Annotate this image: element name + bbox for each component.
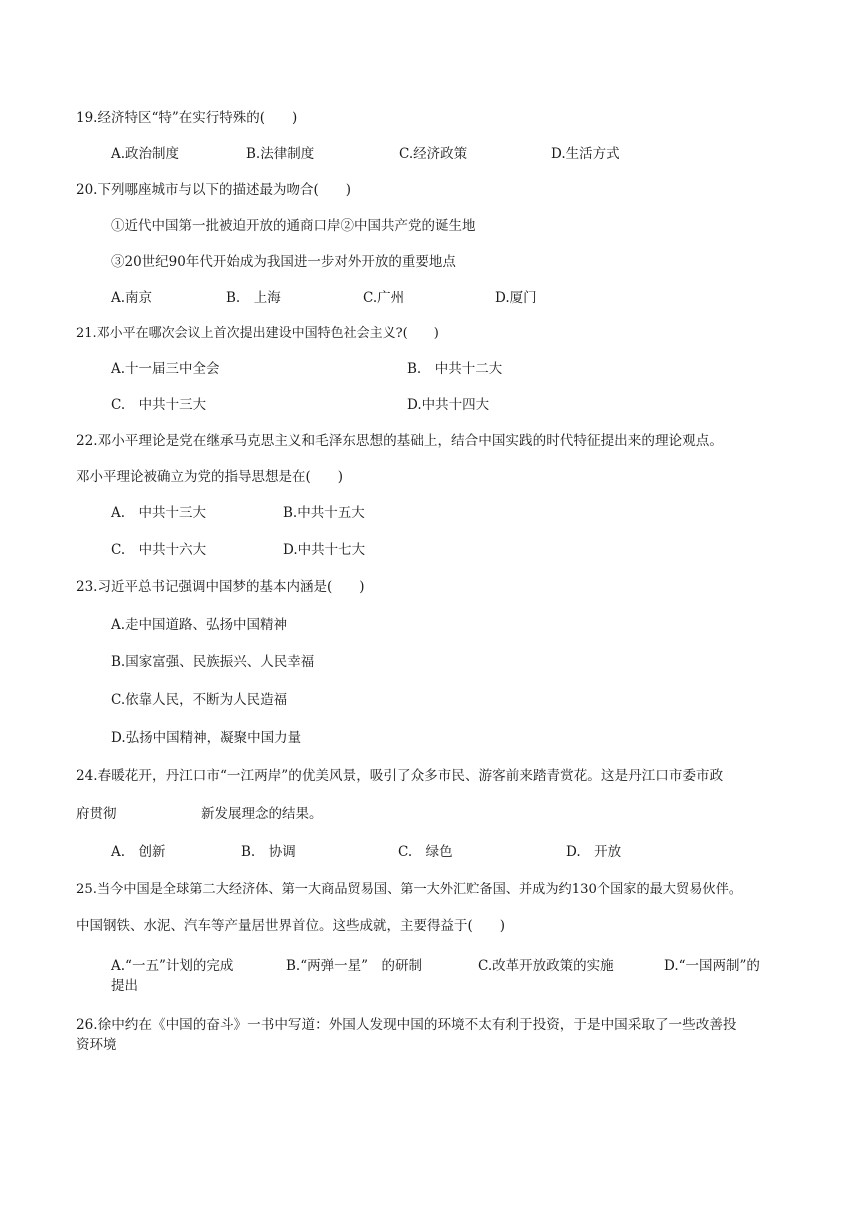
q23-stem: 23.习近平总书记强调中国梦的基本内涵是( ) bbox=[76, 579, 365, 595]
q25-stem-line-1: 25.当今中国是全球第二大经济体、第一大商品贸易国、第一大外汇贮备国、并成为约130个国家的最大贸易伙伴。 bbox=[76, 882, 742, 897]
q24-option-d: D. 开放 bbox=[566, 844, 622, 860]
q22-stem-line-1: 22.邓小平理论是党在继承马克思主义和毛泽东思想的基础上，结合中国实践的时代特征提出来的理论观点。 bbox=[76, 433, 723, 449]
q21-option-b: B. 中共十二大 bbox=[407, 361, 503, 377]
q21-stem: 21.邓小平在哪次会议上首次提出建设中国特色社会主义?( ) bbox=[76, 326, 439, 341]
q19-option-b: B.法律制度 bbox=[246, 146, 315, 162]
q21-option-c: C. 中共十三大 bbox=[111, 397, 207, 413]
q24-option-c: C. 绿色 bbox=[398, 844, 453, 860]
q19-stem: 19.经济特区“特”在实行特殊的( ) bbox=[76, 110, 298, 126]
q24-stem-line-1: 24.春暖花开，丹江口市“一江两岸”的优美风景，吸引了众多市民、游客前来踏青赏花。这是丹江口市委市政 bbox=[76, 768, 724, 784]
q20-desc-1: ①近代中国第一批被迫开放的通商口岸②中国共产党的诞生地 bbox=[111, 218, 476, 234]
q22-option-a: A. 中共十三大 bbox=[111, 505, 207, 521]
q24-stem-line-2b: 新发展理念的结果。 bbox=[201, 806, 323, 822]
q20-desc-2: ③20世纪90年代开始成为我国进一步对外开放的重要地点 bbox=[111, 254, 456, 270]
q25-option-d: D.“一国两制”的 bbox=[664, 958, 760, 974]
q22-option-b: B.中共十五大 bbox=[283, 505, 365, 521]
q20-stem: 20.下列哪座城市与以下的描述最为吻合( ) bbox=[76, 182, 352, 198]
q24-stem-line-2a: 府贯彻 bbox=[76, 806, 117, 822]
q23-option-a: A.走中国道路、弘扬中国精神 bbox=[111, 617, 288, 633]
q21-option-a: A.十一届三中全会 bbox=[111, 361, 220, 377]
q19-option-c: C.经济政策 bbox=[399, 146, 468, 162]
q25-stem-line-2: 中国钢铁、水泥、汽车等产量居世界首位。这些成就，主要得益于( ) bbox=[76, 918, 506, 934]
q21-option-d: D.中共十四大 bbox=[407, 397, 490, 413]
q22-option-d: D.中共十七大 bbox=[283, 542, 366, 558]
q25-option-c: C.改革开放政策的实施 bbox=[478, 958, 614, 974]
q20-option-c: C.广州 bbox=[363, 290, 405, 306]
q25-option-a: A.“一五”计划的完成 bbox=[111, 958, 234, 974]
q24-option-a: A. 创新 bbox=[111, 844, 166, 860]
q20-option-d: D.厦门 bbox=[495, 290, 537, 306]
q20-option-a: A.南京 bbox=[111, 290, 153, 306]
q26-stem-line-2: 资环境 bbox=[76, 1037, 117, 1053]
q20-option-b: B. 上海 bbox=[226, 290, 281, 306]
q25-option-b: B.“两弹一星” 的研制 bbox=[286, 958, 423, 974]
q19-option-d: D.生活方式 bbox=[551, 146, 620, 162]
q23-option-b: B.国家富强、民族振兴、人民幸福 bbox=[111, 654, 315, 670]
q23-option-d: D.弘扬中国精神，凝聚中国力量 bbox=[111, 730, 302, 746]
q22-stem-line-2: 邓小平理论被确立为党的指导思想是在( ) bbox=[76, 469, 344, 485]
q22-option-c: C. 中共十六大 bbox=[111, 542, 207, 558]
q23-option-c: C.依靠人民，不断为人民造福 bbox=[111, 692, 288, 708]
q26-stem-line-1: 26.徐中约在《中国的奋斗》一书中写道：外国人发现中国的环境不太有利于投资，于是中国采取了一些改善投 bbox=[76, 1017, 737, 1033]
q19-option-a: A.政治制度 bbox=[111, 146, 180, 162]
q25-option-d-continued: 提出 bbox=[111, 978, 138, 994]
q24-option-b: B. 协调 bbox=[241, 844, 296, 860]
